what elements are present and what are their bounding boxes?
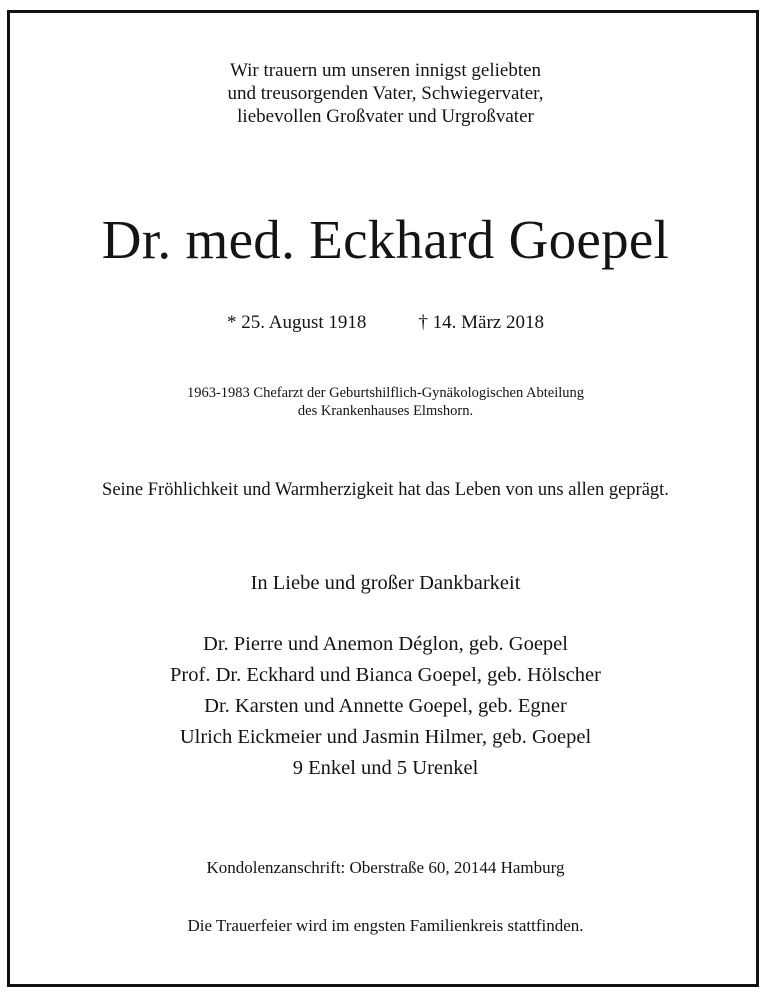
family-member: 9 Enkel und 5 Urenkel: [292, 757, 479, 779]
family-member: Dr. Pierre und Anemon Déglon, geb. Goepel: [203, 633, 568, 655]
family-list: [0, 629, 771, 784]
tribute-text: Seine Fröhlichkeit und Warmherzigkeit hat das Leben von uns allen geprägt.: [102, 480, 669, 500]
career-note: [0, 384, 771, 420]
career-line: 1963-1983 Chefarzt der Geburtshilflich-Gynäkologischen Abteilung: [186, 385, 585, 401]
intro-line: liebevollen Großvater und Urgroßvater: [237, 106, 534, 127]
condolence-address: Kondolenzanschrift: Oberstraße 60, 20144 Hamburg: [206, 858, 565, 877]
family-member: Ulrich Eickmeier und Jasmin Hilmer, geb. Goepel: [179, 726, 592, 748]
life-dates: [0, 310, 771, 336]
family-member: Dr. Karsten und Annette Goepel, geb. Egner: [204, 695, 567, 717]
intro-line: Wir trauern um unseren innigst geliebten: [229, 60, 542, 81]
death-date: † 14. März 2018: [418, 312, 544, 333]
intro-line: und treusorgenden Vater, Schwiegervater,: [227, 83, 544, 104]
birth-date: * 25. August 1918: [227, 312, 367, 333]
intro-text: [0, 59, 771, 128]
career-line: des Krankenhauses Elmshorn.: [297, 403, 474, 419]
family-member: Prof. Dr. Eckhard und Bianca Goepel, geb. Hölscher: [170, 664, 601, 686]
love-line: In Liebe und großer Dankbarkeit: [250, 572, 521, 594]
ceremony-note: Die Trauerfeier wird im engsten Familienkreis stattfinden.: [187, 916, 584, 935]
deceased-name: Dr. med. Eckhard Goepel: [101, 209, 670, 270]
